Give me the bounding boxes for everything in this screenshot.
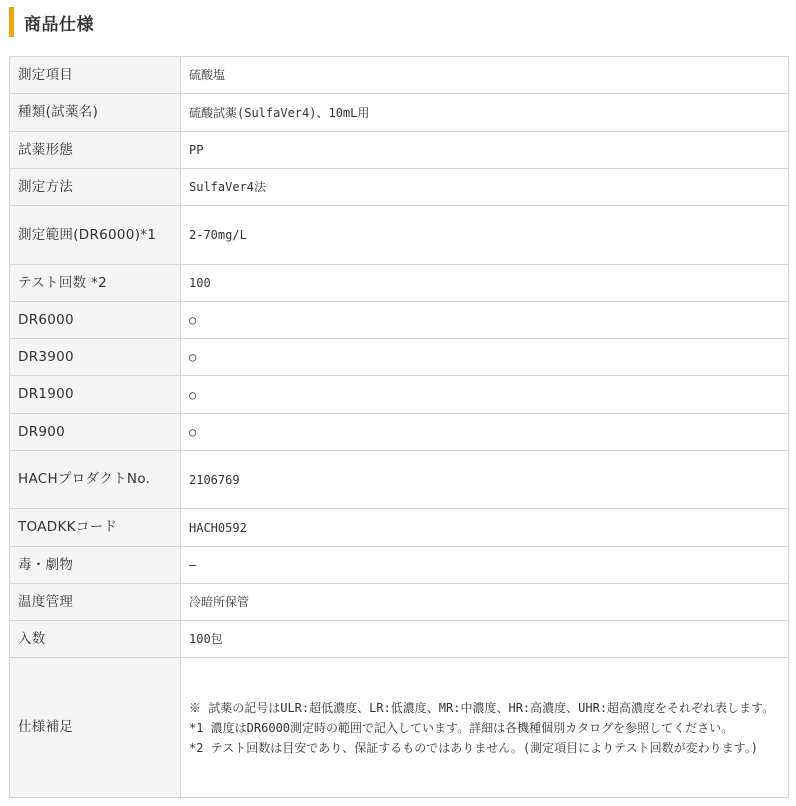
- row-value: 100包: [181, 621, 789, 658]
- table-row: [10, 376, 789, 414]
- row-value: ○: [181, 302, 789, 339]
- note-line: *2 テスト回数は目安であり、保証するものではありません。(測定項目によりテスト回数が変わります。): [189, 740, 758, 755]
- row-label: 試薬形態: [10, 132, 181, 169]
- row-value: 2-70mg/L: [181, 206, 789, 265]
- note-line: *1 濃度はDR6000測定時の範囲で記入しています。詳細は各機種個別カタログを参照してください。: [189, 720, 734, 735]
- row-label: DR6000: [10, 302, 181, 339]
- row-label: 測定範囲(DR6000)*1: [10, 206, 181, 265]
- row-label: 種類(試薬名): [10, 94, 181, 132]
- row-value: ○: [181, 376, 789, 414]
- row-label: テスト回数 *2: [10, 265, 181, 302]
- table-row: [10, 584, 789, 621]
- table-row: [10, 547, 789, 584]
- table-row: [10, 451, 789, 509]
- row-value: 硫酸試薬(SulfaVer4)、10mL用: [181, 94, 789, 132]
- table-row-notes: [10, 658, 789, 798]
- row-label: 測定項目: [10, 57, 181, 94]
- row-label: TOADKKコード: [10, 509, 181, 547]
- row-value: 硫酸塩: [181, 57, 789, 94]
- row-label: DR3900: [10, 339, 181, 376]
- spec-table: [9, 56, 789, 798]
- row-value: HACH0592: [181, 509, 789, 547]
- row-label: DR1900: [10, 376, 181, 414]
- row-value: —: [181, 547, 789, 584]
- row-label: HACHプロダクトNo.: [10, 451, 181, 509]
- table-row: [10, 57, 789, 94]
- row-value: 100: [181, 265, 789, 302]
- row-value: 冷暗所保管: [181, 584, 789, 621]
- row-value: SulfaVer4法: [181, 169, 789, 206]
- row-label: 温度管理: [10, 584, 181, 621]
- table-row: [10, 509, 789, 547]
- table-row: [10, 621, 789, 658]
- row-label: 仕様補足: [10, 658, 181, 798]
- table-row: [10, 265, 789, 302]
- table-row: [10, 169, 789, 206]
- row-value: ○: [181, 339, 789, 376]
- row-label: DR900: [10, 414, 181, 451]
- table-row: [10, 206, 789, 265]
- table-row: [10, 302, 789, 339]
- row-value: ○: [181, 414, 789, 451]
- row-label: 測定方法: [10, 169, 181, 206]
- row-label: 毒・劇物: [10, 547, 181, 584]
- table-row: [10, 339, 789, 376]
- note-line: ※ 試薬の記号はULR:超低濃度、LR:低濃度、MR:中濃度、HR:高濃度、UHR:超高濃度をそれぞれ表します。: [189, 700, 775, 715]
- heading-accent-bar: [9, 7, 14, 37]
- row-label: 入数: [10, 621, 181, 658]
- section-heading: [9, 7, 94, 37]
- row-value: 2106769: [181, 451, 789, 509]
- table-row: [10, 132, 789, 169]
- table-row: [10, 94, 789, 132]
- row-value: PP: [181, 132, 789, 169]
- table-row: [10, 414, 789, 451]
- page-title: 商品仕様: [24, 14, 94, 35]
- spec-notes: [181, 658, 789, 798]
